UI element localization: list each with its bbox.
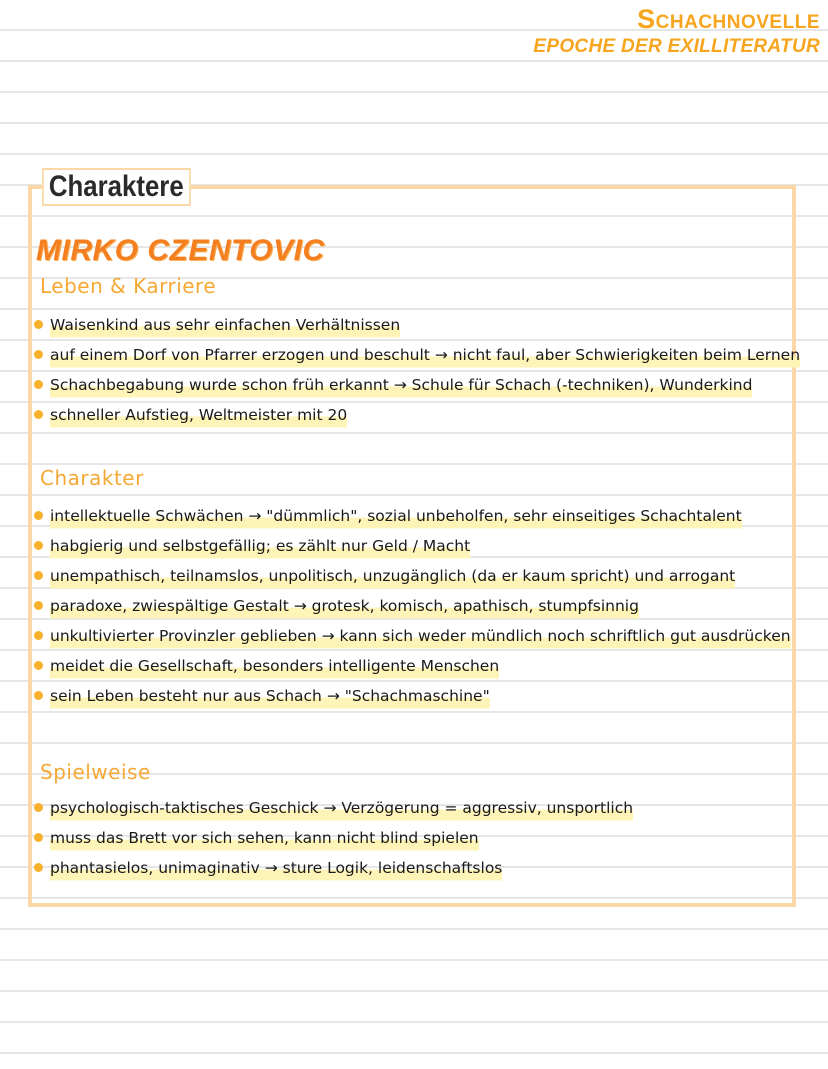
bullet-icon <box>34 571 43 580</box>
bullet-icon <box>34 833 43 842</box>
list-item: Schachbegabung wurde schon früh erkannt → Schule für Schach (-techniken), Wunderkind <box>34 370 800 400</box>
bullet-icon <box>34 380 43 389</box>
bullet-icon <box>34 661 43 670</box>
character-name: MIRKO CZENTOVIC <box>36 234 325 267</box>
document-title: Schachnovelle <box>637 4 820 34</box>
bullet-icon <box>34 320 43 329</box>
bullet-icon <box>34 803 43 812</box>
bullet-icon <box>34 863 43 872</box>
bullet-icon <box>34 601 43 610</box>
list-item: meidet die Gesellschaft, besonders intelligente Menschen <box>34 651 791 681</box>
bullet-icon <box>34 511 43 520</box>
bullet-icon <box>34 691 43 700</box>
list-item: sein Leben besteht nur aus Schach → "Schachmaschine" <box>34 681 791 711</box>
page-header <box>533 4 820 60</box>
document-subtitle: EPOCHE DER EXILLITERATUR <box>533 36 820 57</box>
list-item: unempathisch, teilnamslos, unpolitisch, unzugänglich (da er kaum spricht) und arrogant <box>34 561 791 591</box>
list-item: paradoxe, zwiespältige Gestalt → grotesk, komisch, apathisch, stumpfsinnig <box>34 591 791 621</box>
list-item: auf einem Dorf von Pfarrer erzogen und beschult → nicht faul, aber Schwierigkeiten beim Lernen <box>34 340 800 370</box>
list-leben-karriere <box>34 310 800 430</box>
heading-spielweise: Spielweise <box>40 760 151 784</box>
heading-charakter: Charakter <box>40 466 144 490</box>
bullet-icon <box>34 631 43 640</box>
list-item: schneller Aufstieg, Weltmeister mit 20 <box>34 400 800 430</box>
list-spielweise <box>34 793 633 883</box>
list-item: muss das Brett vor sich sehen, kann nicht blind spielen <box>34 823 633 853</box>
heading-leben-karriere: Leben & Karriere <box>40 274 217 298</box>
list-item: Waisenkind aus sehr einfachen Verhältnissen <box>34 310 800 340</box>
list-item: intellektuelle Schwächen → "dümmlich", sozial unbeholfen, sehr einseitiges Schachtalent <box>34 501 791 531</box>
bullet-icon <box>34 350 43 359</box>
bullet-icon <box>34 541 43 550</box>
list-item: psychologisch-taktisches Geschick → Verzögerung = aggressiv, unsportlich <box>34 793 633 823</box>
section-label: Charaktere <box>42 168 191 206</box>
list-item: habgierig und selbstgefällig; es zählt nur Geld / Macht <box>34 531 791 561</box>
list-charakter <box>34 501 791 711</box>
list-item: unkultivierter Provinzler geblieben → kann sich weder mündlich noch schriftlich gut ausdrücken <box>34 621 791 651</box>
bullet-icon <box>34 410 43 419</box>
list-item: phantasielos, unimaginativ → sture Logik, leidenschaftslos <box>34 853 633 883</box>
